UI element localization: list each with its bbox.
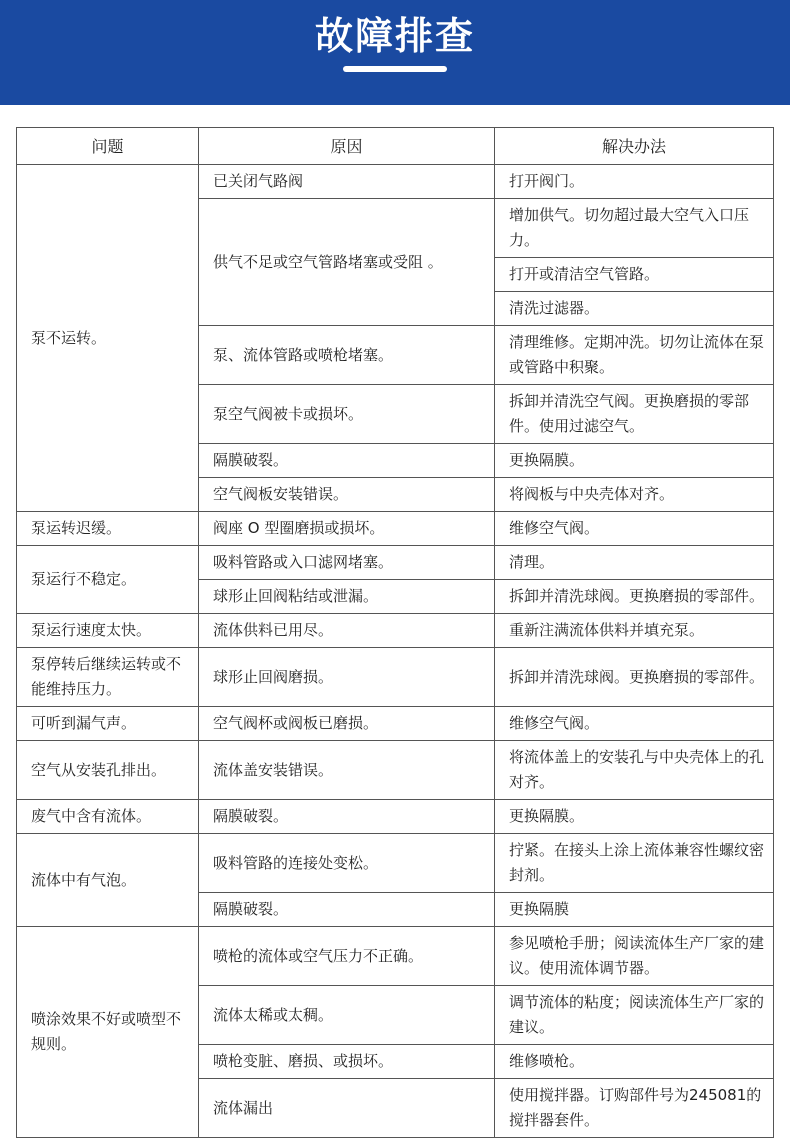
table-row bbox=[17, 648, 774, 707]
solution-cell: 清理。 bbox=[495, 546, 774, 580]
cause-cell: 已关闭气路阀 bbox=[199, 165, 495, 199]
solution-cell: 增加供气。切勿超过最大空气入口压力。 bbox=[495, 199, 774, 258]
cause-cell: 空气阀板安装错误。 bbox=[199, 478, 495, 512]
solution-cell: 使用搅拌器。订购部件号为245081的搅拌器套件。 bbox=[495, 1079, 774, 1138]
solution-cell: 维修空气阀。 bbox=[495, 707, 774, 741]
table-row bbox=[17, 614, 774, 648]
problem-cell: 空气从安装孔排出。 bbox=[17, 741, 199, 800]
solution-cell: 更换隔膜。 bbox=[495, 800, 774, 834]
solution-cell: 将阀板与中央壳体对齐。 bbox=[495, 478, 774, 512]
solution-cell: 调节流体的粘度；阅读流体生产厂家的建议。 bbox=[495, 986, 774, 1045]
problem-cell: 泵运转迟缓。 bbox=[17, 512, 199, 546]
cause-cell: 阀座 O 型圈磨损或损坏。 bbox=[199, 512, 495, 546]
solution-cell: 更换隔膜。 bbox=[495, 444, 774, 478]
cause-cell: 隔膜破裂。 bbox=[199, 893, 495, 927]
problem-cell: 泵运行速度太快。 bbox=[17, 614, 199, 648]
solution-cell: 打开或清洁空气管路。 bbox=[495, 258, 774, 292]
solution-cell: 重新注满流体供料并填充泵。 bbox=[495, 614, 774, 648]
cause-cell: 吸料管路或入口滤网堵塞。 bbox=[199, 546, 495, 580]
table-row bbox=[17, 512, 774, 546]
table-row bbox=[17, 800, 774, 834]
table-header-row bbox=[17, 128, 774, 165]
solution-cell: 维修空气阀。 bbox=[495, 512, 774, 546]
cause-cell: 供气不足或空气管路堵塞或受阻 。 bbox=[199, 199, 495, 326]
cause-cell: 流体盖安装错误。 bbox=[199, 741, 495, 800]
solution-cell: 拧紧。在接头上涂上流体兼容性螺纹密封剂。 bbox=[495, 834, 774, 893]
cause-cell: 球形止回阀粘结或泄漏。 bbox=[199, 580, 495, 614]
table-row bbox=[17, 165, 774, 199]
cause-cell: 泵、流体管路或喷枪堵塞。 bbox=[199, 326, 495, 385]
problem-cell: 喷涂效果不好或喷型不规则。 bbox=[17, 927, 199, 1138]
header-banner bbox=[0, 0, 790, 105]
title-underline bbox=[343, 66, 447, 72]
troubleshooting-table bbox=[16, 127, 774, 1138]
solution-cell: 清洗过滤器。 bbox=[495, 292, 774, 326]
problem-cell: 可听到漏气声。 bbox=[17, 707, 199, 741]
cause-cell: 球形止回阀磨损。 bbox=[199, 648, 495, 707]
table-row bbox=[17, 707, 774, 741]
cause-cell: 流体漏出 bbox=[199, 1079, 495, 1138]
solution-cell: 拆卸并清洗空气阀。更换磨损的零部件。使用过滤空气。 bbox=[495, 385, 774, 444]
page-title: 故障排查 bbox=[314, 14, 475, 58]
cause-cell: 隔膜破裂。 bbox=[199, 444, 495, 478]
table-row bbox=[17, 927, 774, 986]
cause-cell: 空气阀杯或阀板已磨损。 bbox=[199, 707, 495, 741]
cause-cell: 喷枪变脏、磨损、或损坏。 bbox=[199, 1045, 495, 1079]
cause-cell: 流体太稀或太稠。 bbox=[199, 986, 495, 1045]
cause-cell: 吸料管路的连接处变松。 bbox=[199, 834, 495, 893]
header-problem: 问题 bbox=[17, 128, 199, 165]
problem-cell: 流体中有气泡。 bbox=[17, 834, 199, 927]
solution-cell: 拆卸并清洗球阀。更换磨损的零部件。 bbox=[495, 648, 774, 707]
cause-cell: 隔膜破裂。 bbox=[199, 800, 495, 834]
problem-cell: 泵不运转。 bbox=[17, 165, 199, 512]
solution-cell: 打开阀门。 bbox=[495, 165, 774, 199]
solution-cell: 参见喷枪手册；阅读流体生产厂家的建议。使用流体调节器。 bbox=[495, 927, 774, 986]
problem-cell: 泵停转后继续运转或不能维持压力。 bbox=[17, 648, 199, 707]
header-solution: 解决办法 bbox=[495, 128, 774, 165]
header-cause: 原因 bbox=[199, 128, 495, 165]
solution-cell: 维修喷枪。 bbox=[495, 1045, 774, 1079]
cause-cell: 泵空气阀被卡或损坏。 bbox=[199, 385, 495, 444]
solution-cell: 将流体盖上的安装孔与中央壳体上的孔对齐。 bbox=[495, 741, 774, 800]
problem-cell: 泵运行不稳定。 bbox=[17, 546, 199, 614]
problem-cell: 废气中含有流体。 bbox=[17, 800, 199, 834]
cause-cell: 流体供料已用尽。 bbox=[199, 614, 495, 648]
solution-cell: 拆卸并清洗球阀。更换磨损的零部件。 bbox=[495, 580, 774, 614]
table-row bbox=[17, 546, 774, 580]
table-row bbox=[17, 834, 774, 893]
solution-cell: 更换隔膜 bbox=[495, 893, 774, 927]
table-row bbox=[17, 741, 774, 800]
solution-cell: 清理维修。定期冲洗。切勿让流体在泵或管路中积聚。 bbox=[495, 326, 774, 385]
cause-cell: 喷枪的流体或空气压力不正确。 bbox=[199, 927, 495, 986]
